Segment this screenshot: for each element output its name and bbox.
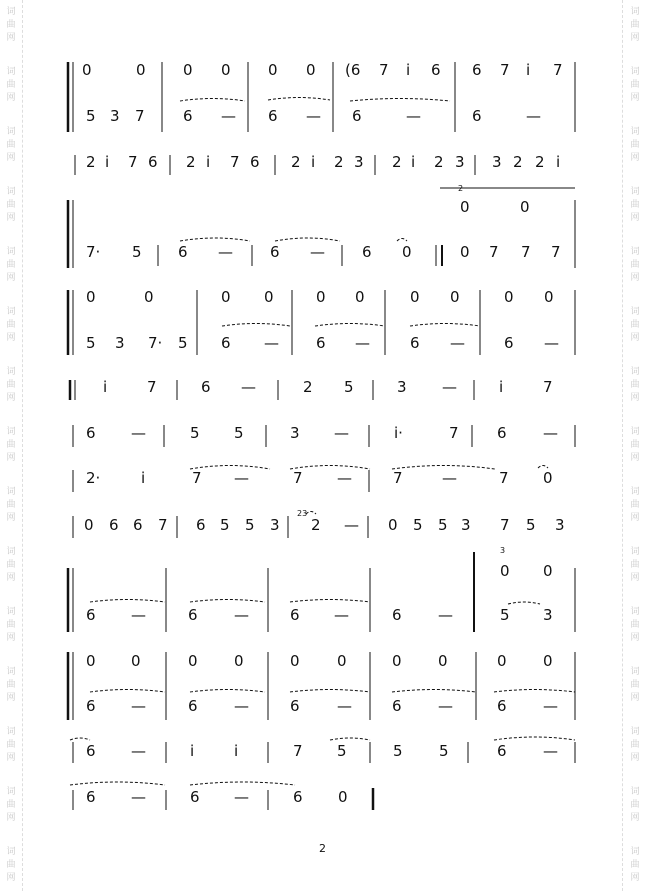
note: 2 [513, 153, 523, 171]
note: 0 [82, 61, 92, 79]
note: 6 [250, 153, 260, 171]
note: 0 [504, 288, 514, 306]
slur [275, 238, 340, 241]
slur [268, 98, 330, 101]
note: — [337, 697, 352, 715]
note: 6 [392, 697, 402, 715]
small-marking: 3 [500, 546, 506, 555]
note: 2 [334, 153, 344, 171]
note: 6 [497, 697, 507, 715]
note: 7 [500, 516, 510, 534]
note: 7 [551, 243, 561, 261]
note: 7 [500, 61, 510, 79]
note: — [234, 788, 249, 806]
note: 6 [410, 334, 420, 352]
note: 7 [393, 469, 403, 487]
note: 6 [178, 243, 188, 261]
note: 0 [543, 562, 553, 580]
note: 0 [410, 288, 420, 306]
note: — [234, 697, 249, 715]
watermark-text: 词 曲 网 [630, 7, 640, 43]
note: 0 [86, 288, 96, 306]
small-marking: 2 [458, 184, 464, 193]
note: 2 [86, 153, 96, 171]
note: i [141, 469, 146, 487]
note: 0 [438, 652, 448, 670]
note: 0 [338, 788, 348, 806]
note: 6 [183, 107, 193, 125]
note: 6 [86, 697, 96, 715]
note: 7 [135, 107, 145, 125]
watermark-text: 词 曲 网 [630, 127, 640, 163]
slur [508, 602, 540, 604]
watermark-text: 词 曲 网 [6, 487, 16, 523]
note: 6 [392, 606, 402, 624]
note: 6 [196, 516, 206, 534]
page-number: 2 [319, 842, 326, 855]
note: 5 [438, 516, 448, 534]
note: 3 [455, 153, 465, 171]
note: — [131, 424, 146, 442]
note: 6 [472, 61, 482, 79]
watermark-text: 词 曲 网 [630, 487, 640, 523]
note: i [526, 61, 531, 79]
watermark-text: 词 曲 网 [630, 727, 640, 763]
note: 7 [293, 469, 303, 487]
note: 5 [132, 243, 142, 261]
note: 6 [504, 334, 514, 352]
note: i [556, 153, 561, 171]
note: i [406, 61, 411, 79]
note: — [218, 243, 233, 261]
note: 0 [221, 288, 231, 306]
watermark-text: 词 曲 网 [630, 67, 640, 103]
note: 5 [178, 334, 188, 352]
note: — [221, 107, 236, 125]
note: i· [394, 424, 403, 442]
note: 3 [110, 107, 120, 125]
note: — [526, 107, 541, 125]
slur [180, 238, 250, 241]
note: 3 [354, 153, 364, 171]
note: 6 [293, 788, 303, 806]
note: — [543, 697, 558, 715]
note: 7 [449, 424, 459, 442]
note: 2 [535, 153, 545, 171]
note: 0 [136, 61, 146, 79]
note: 3 [397, 378, 407, 396]
note: 7· [86, 243, 101, 261]
note: — [310, 243, 325, 261]
watermark-text: 词 曲 网 [630, 247, 640, 283]
watermark-text: 词 曲 网 [630, 787, 640, 823]
slur [315, 324, 385, 327]
watermark-text: 词 曲 网 [630, 607, 640, 643]
note: 6 [472, 107, 482, 125]
note: 6 [352, 107, 362, 125]
watermark-text: 词 曲 网 [6, 187, 16, 223]
note: 0 [543, 652, 553, 670]
note: 0 [402, 243, 412, 261]
note: 0 [460, 198, 470, 216]
note: 2 [303, 378, 313, 396]
note: 6 [201, 378, 211, 396]
slur [222, 324, 290, 327]
note: 5 [86, 334, 96, 352]
fermata-icon [397, 239, 407, 242]
note: 5 [500, 606, 510, 624]
note: 3 [543, 606, 553, 624]
watermark-text: 词 曲 网 [630, 847, 640, 883]
note: 0 [392, 652, 402, 670]
note: 6 [221, 334, 231, 352]
note: — [306, 107, 321, 125]
note: 6 [86, 742, 96, 760]
slur [190, 466, 270, 470]
note: 6 [188, 697, 198, 715]
note: 0 [131, 652, 141, 670]
note: 2· [86, 469, 101, 487]
note: 0 [183, 61, 193, 79]
note: 7· [148, 334, 163, 352]
note: — [234, 606, 249, 624]
note: 7 [128, 153, 138, 171]
note: i [411, 153, 416, 171]
note: 7 [521, 243, 531, 261]
note: 6 [190, 788, 200, 806]
note: 7 [489, 243, 499, 261]
fermata-icon [538, 466, 548, 469]
note: 6 [362, 243, 372, 261]
note: i [206, 153, 211, 171]
note: i [105, 153, 110, 171]
note: 0 [144, 288, 154, 306]
note: — [131, 742, 146, 760]
slur [90, 690, 165, 693]
watermark-text: 词 曲 网 [6, 367, 16, 403]
note: 0 [355, 288, 365, 306]
watermark-text: 词 曲 网 [630, 667, 640, 703]
note: — [450, 334, 465, 352]
note: — [344, 516, 359, 534]
slur [494, 690, 575, 693]
slur [90, 600, 165, 603]
note: — [334, 424, 349, 442]
note: 6 [268, 107, 278, 125]
slur [190, 600, 265, 603]
note: 0 [388, 516, 398, 534]
note: — [543, 424, 558, 442]
note: i [190, 742, 195, 760]
note: 5 [86, 107, 96, 125]
small-marking: 23 [297, 509, 308, 518]
watermark-text: 词 曲 网 [630, 307, 640, 343]
note: 2 [392, 153, 402, 171]
note: 3 [290, 424, 300, 442]
slur [330, 738, 370, 740]
slur [410, 324, 480, 327]
note: 0 [86, 652, 96, 670]
note: 0 [337, 652, 347, 670]
note: — [334, 606, 349, 624]
note: 0 [268, 61, 278, 79]
watermark-text: 词 曲 网 [630, 547, 640, 583]
slur [180, 99, 245, 102]
watermark-text: 词 曲 网 [630, 187, 640, 223]
note: — [234, 469, 249, 487]
watermark-text: 词 曲 网 [6, 547, 16, 583]
slur [190, 690, 265, 693]
note: i [311, 153, 316, 171]
note: 5 [393, 742, 403, 760]
note: 5 [190, 424, 200, 442]
note: 7 [499, 469, 509, 487]
slur [190, 782, 295, 785]
note: — [131, 788, 146, 806]
note: — [406, 107, 421, 125]
watermark-text: 词 曲 网 [6, 247, 16, 283]
watermark-text: 词 曲 网 [6, 667, 16, 703]
note: 5 [344, 378, 354, 396]
note: 6 [270, 243, 280, 261]
note: 0 [264, 288, 274, 306]
note: 5 [220, 516, 230, 534]
notes-layer [82, 61, 565, 806]
note: 0 [520, 198, 530, 216]
note: 3 [555, 516, 565, 534]
note: 7 [543, 378, 553, 396]
watermark-text: 词 曲 网 [6, 847, 16, 883]
note: 7 [379, 61, 389, 79]
note: — [355, 334, 370, 352]
watermark-text: 词 曲 网 [630, 367, 640, 403]
note: 6 [86, 424, 96, 442]
note: — [131, 606, 146, 624]
slur [70, 782, 165, 785]
note: 7 [147, 378, 157, 396]
note: 6 [497, 424, 507, 442]
note: 6 [109, 516, 119, 534]
note: — [131, 697, 146, 715]
note: 0 [450, 288, 460, 306]
watermark-text: 词 曲 网 [630, 427, 640, 463]
slur [392, 690, 476, 693]
watermark-text: 词 曲 网 [6, 607, 16, 643]
note: — [442, 378, 457, 396]
note: i [103, 378, 108, 396]
note: 0 [543, 469, 553, 487]
watermark-text: 词 曲 网 [6, 727, 16, 763]
note: 6 [86, 606, 96, 624]
note: — [442, 469, 457, 487]
note: 6 [316, 334, 326, 352]
note: 0 [221, 61, 231, 79]
note: 3 [115, 334, 125, 352]
note: (6 [345, 61, 361, 79]
note: 6 [86, 788, 96, 806]
note: 0 [316, 288, 326, 306]
note: — [337, 469, 352, 487]
note: 3 [461, 516, 471, 534]
note: 0 [234, 652, 244, 670]
note: 0 [544, 288, 554, 306]
note: 5 [337, 742, 347, 760]
note: 0 [497, 652, 507, 670]
note: 0 [500, 562, 510, 580]
note: i [499, 378, 504, 396]
note: 5 [234, 424, 244, 442]
note: 7 [158, 516, 168, 534]
note: 0 [460, 243, 470, 261]
note: 5 [439, 742, 449, 760]
watermark-text: 词 曲 网 [6, 67, 16, 103]
note: — [241, 378, 256, 396]
note: i [234, 742, 239, 760]
note: 0 [188, 652, 198, 670]
note: — [438, 606, 453, 624]
note: 3 [270, 516, 280, 534]
watermark-text: 词 曲 网 [6, 427, 16, 463]
fermata-icon [306, 512, 316, 515]
watermark-text: 词 曲 网 [6, 7, 16, 43]
note: 6 [290, 697, 300, 715]
note: 5 [245, 516, 255, 534]
note: 6 [497, 742, 507, 760]
note: — [544, 334, 559, 352]
note: 3 [492, 153, 502, 171]
watermark-text: 词 曲 网 [6, 127, 16, 163]
note: 7 [293, 742, 303, 760]
watermark-text: 词 曲 网 [6, 307, 16, 343]
note: 2 [434, 153, 444, 171]
slur [70, 738, 90, 740]
note: — [438, 697, 453, 715]
note: — [264, 334, 279, 352]
slur [290, 690, 370, 693]
note: 5 [526, 516, 536, 534]
note: 2 [186, 153, 196, 171]
note: 0 [306, 61, 316, 79]
note: 5 [413, 516, 423, 534]
slur [494, 737, 575, 740]
note: 7 [230, 153, 240, 171]
slur [350, 99, 450, 102]
watermark-text: 词 曲 网 [6, 787, 16, 823]
slur [290, 600, 370, 603]
note: 6 [148, 153, 158, 171]
note: 2 [291, 153, 301, 171]
note: 0 [290, 652, 300, 670]
note: 6 [290, 606, 300, 624]
note: 0 [84, 516, 94, 534]
note: 6 [431, 61, 441, 79]
note: 2 [311, 516, 321, 534]
note: — [543, 742, 558, 760]
note: 6 [133, 516, 143, 534]
note: 7 [553, 61, 563, 79]
note: 7 [192, 469, 202, 487]
note: 6 [188, 606, 198, 624]
